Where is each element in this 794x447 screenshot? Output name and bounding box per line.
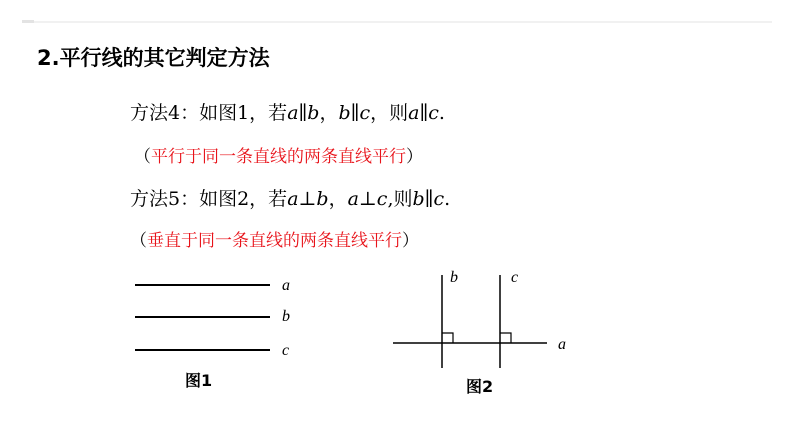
var-a: a (287, 102, 299, 124)
figure-1 (135, 277, 290, 359)
note-open-paren: （ (130, 231, 147, 251)
label-c: c (511, 269, 519, 286)
then-text: ,则 (387, 188, 413, 210)
perpendicular-symbol: ⊥ (298, 188, 317, 210)
figure-1-caption: 图1 (185, 371, 213, 390)
var-a: a (347, 188, 359, 210)
var-a: a (408, 102, 420, 124)
var-b: b (338, 102, 351, 124)
method-4-note-text: 平行于同一条直线的两条直线平行 (151, 147, 406, 167)
method-5-prefix: 方法5：如图2，若 (130, 188, 288, 210)
perpendicular-symbol: ⊥ (358, 188, 377, 210)
label-b: b (450, 269, 458, 286)
var-c: c (376, 188, 388, 210)
method-4-prefix: 方法4：如图1，若 (130, 102, 288, 124)
var-b: b (316, 188, 329, 210)
right-angle-mark (442, 333, 453, 343)
note-open-paren: （ (134, 147, 151, 167)
period: . (444, 188, 451, 210)
then-text: ，则 (370, 102, 409, 124)
parallel-symbol: ∥ (298, 102, 308, 124)
comma: ， (319, 102, 339, 124)
method-5-note-text: 垂直于同一条直线的两条直线平行 (147, 231, 402, 251)
label-a: a (282, 277, 290, 294)
section-heading: 2.平行线的其它判定方法 (37, 46, 270, 70)
comma: ， (328, 188, 348, 210)
parallel-symbol: ∥ (350, 102, 360, 124)
var-c: c (433, 188, 445, 210)
var-b: b (307, 102, 320, 124)
figure-2 (393, 269, 566, 368)
parallel-symbol: ∥ (424, 188, 434, 210)
right-angle-mark (500, 333, 511, 343)
note-close-paren: ） (402, 231, 419, 251)
parallel-symbol: ∥ (419, 102, 429, 124)
period: . (438, 102, 445, 124)
var-c: c (359, 102, 371, 124)
figure-2-caption: 图2 (466, 377, 494, 396)
var-c: c (428, 102, 439, 124)
var-b: b (412, 188, 425, 210)
label-c: c (282, 342, 290, 359)
label-b: b (282, 308, 290, 325)
var-a: a (287, 188, 299, 210)
note-close-paren: ） (406, 147, 423, 167)
label-a: a (558, 336, 566, 353)
